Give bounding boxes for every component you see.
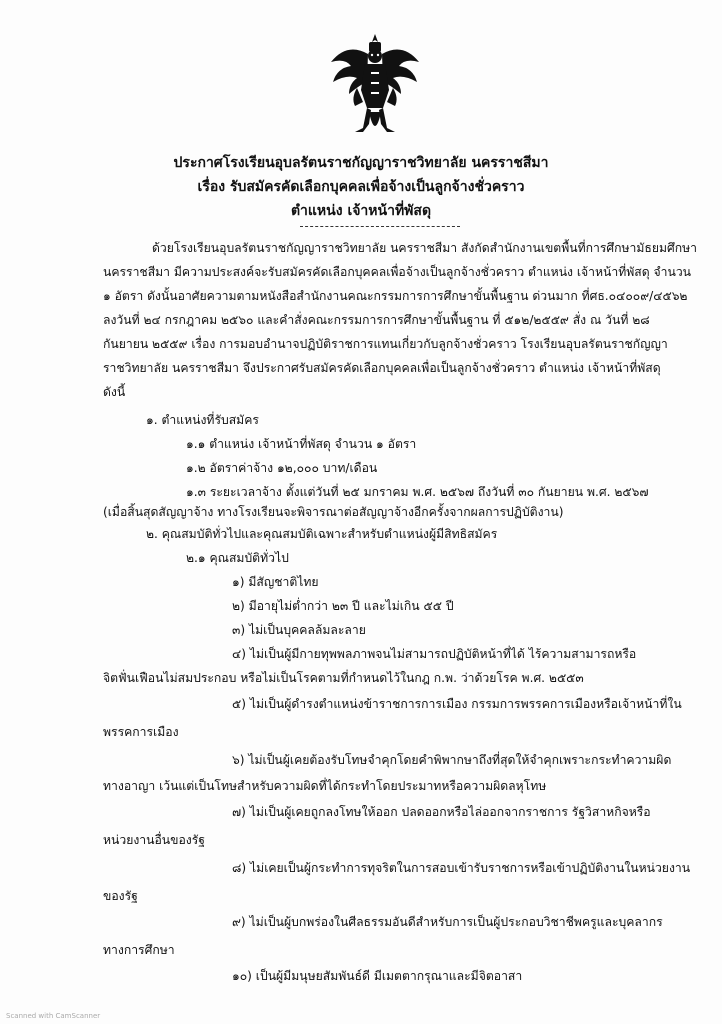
body-line: ลงวันที่ ๒๔ กรกฎาคม ๒๕๖๐ และคำสั่งคณะกรรมการการศึกษาขั้นพื้นฐาน ที่ ๕๑๒/๒๕๕๙ สั่ง ณ วันที่ ๒๘: [103, 313, 650, 327]
list-item: ๑.๓ ระยะเวลาจ้าง ตั้งแต่วันที่ ๒๕ มกราคม พ.ศ. ๒๕๖๗ ถึงวันที่ ๓๐ กันยายน พ.ศ. ๒๕๖๗: [186, 485, 649, 499]
qualification-item: ๗) ไม่เป็นผู้เคยถูกลงโทษให้ออก ปลดออกหรือไล่ออกจากราชการ รัฐวิสาหกิจหรือ: [232, 805, 651, 819]
qualification-item: ๖) ไม่เป็นผู้เคยต้องรับโทษจำคุกโดยคำพิพากษาถึงที่สุดให้จำคุกเพราะกระทำความผิด: [232, 753, 672, 767]
body-line: ด้วยโรงเรียนอุบลรัตนราชกัญญาราชวิทยาลัย นครราชสีมา สังกัดสำนักงานเขตพื้นที่การศึกษามัธยมศึกษา: [152, 241, 697, 255]
qualification-item: ๔) ไม่เป็นผู้มีกายทุพพลภาพจนไม่สามารถปฏิบัติหน้าที่ได้ ไร้ความสามารถหรือ: [232, 647, 637, 661]
qualification-item: ๑) มีสัญชาติไทย: [232, 575, 319, 589]
qualification-item: ทางการศึกษา: [103, 943, 175, 957]
scanner-watermark: Scanned with CamScanner: [6, 1012, 101, 1020]
qualification-item: ๕) ไม่เป็นผู้ดำรงตำแหน่งข้าราชการการเมือง กรรมการพรรคการเมืองหรือเจ้าหน้าที่ใน: [232, 697, 682, 711]
announcement-subject: เรื่อง รับสมัครคัดเลือกบุคคลเพื่อจ้างเป็นลูกจ้างชั่วคราว: [197, 179, 525, 195]
announcement-title: ประกาศโรงเรียนอุบลรัตนราชกัญญาราชวิทยาลัย นครราชสีมา: [173, 155, 549, 171]
qualification-item: ๑๐) เป็นผู้มีมนุษยสัมพันธ์ดี มีเมตตากรุณาและมีจิตอาสา: [232, 969, 523, 983]
subsection-heading: ๒.๑ คุณสมบัติทั่วไป: [186, 551, 289, 565]
list-item: (เมื่อสิ้นสุดสัญญาจ้าง ทางโรงเรียนจะพิจารณาต่อสัญญาจ้างอีกครั้งจากผลการปฏิบัติงาน): [103, 505, 564, 519]
qualification-item: พรรคการเมือง: [103, 725, 179, 739]
body-line: ดังนี้: [103, 385, 126, 399]
section-heading: ๑. ตำแหน่งที่รับสมัคร: [146, 413, 259, 427]
body-line: ๑ อัตรา ดังนั้นอาศัยความตามหนังสือสำนักงานคณะกรรมการการศึกษาขั้นพื้นฐาน ด่วนมาก ที่ศธ.๐๔๐๐๙/๔๕๖๒: [103, 289, 688, 303]
section-heading: ๒. คุณสมบัติทั่วไปและคุณสมบัติเฉพาะสำหรับตำแหน่งผู้มีสิทธิสมัคร: [146, 527, 498, 541]
qualification-item: ๘) ไม่เคยเป็นผู้กระทำการทุจริตในการสอบเข้ารับราชการหรือเข้าปฏิบัติงานในหน่วยงาน: [232, 861, 691, 875]
body-line: กันยายน ๒๕๕๙ เรื่อง การมอบอำนาจปฏิบัติราชการแทนเกี่ยวกับลูกจ้างชั่วคราว โรงเรียนอุบลรัตนราชกัญญา: [103, 337, 668, 351]
qualification-item: ทางอาญา เว้นแต่เป็นโทษสำหรับความผิดที่ได้กระทำโดยประมาทหรือความผิดลหุโทษ: [103, 779, 547, 793]
qualification-item: จิตฟั่นเฟือนไม่สมประกอบ หรือไม่เป็นโรคตามที่กำหนดไว้ในกฎ ก.พ. ว่าด้วยโรค พ.ศ. ๒๕๕๓: [103, 671, 584, 685]
qualification-item: ๙) ไม่เป็นผู้บกพร่องในศีลธรรมอันดีสำหรับการเป็นผู้ประกอบวิชาชีพครูและบุคลากร: [232, 915, 663, 929]
announcement-position: ตำแหน่ง เจ้าหน้าที่พัสดุ: [290, 203, 432, 219]
garuda-emblem: [327, 32, 423, 144]
body-line: นครราชสีมา มีความประสงค์จะรับสมัครคัดเลือกบุคคลเพื่อจ้างเป็นลูกจ้างชั่วคราว ตำแหน่ง เจ้าหน้าที่พัสดุ จำนวน: [103, 265, 692, 279]
qualification-item: หน่วยงานอื่นของรัฐ: [103, 833, 205, 847]
qualification-item: ๓) ไม่เป็นบุคคลล้มละลาย: [232, 623, 366, 637]
header-divider: [300, 226, 460, 227]
qualification-item: ๒) มีอายุไม่ต่ำกว่า ๒๓ ปี และไม่เกิน ๕๕ ปี: [232, 599, 454, 613]
qualification-item: ของรัฐ: [103, 889, 138, 903]
body-line: ราชวิทยาลัย นครราชสีมา จึงประกาศรับสมัครคัดเลือกบุคคลเพื่อเป็นลูกจ้างชั่วคราว ตำแหน่ง เจ้าหน้าที่พัสดุ: [103, 361, 661, 375]
list-item: ๑.๑ ตำแหน่ง เจ้าหน้าที่พัสดุ จำนวน ๑ อัตรา: [186, 437, 417, 451]
list-item: ๑.๒ อัตราค่าจ้าง ๑๒,๐๐๐ บาท/เดือน: [186, 461, 378, 475]
